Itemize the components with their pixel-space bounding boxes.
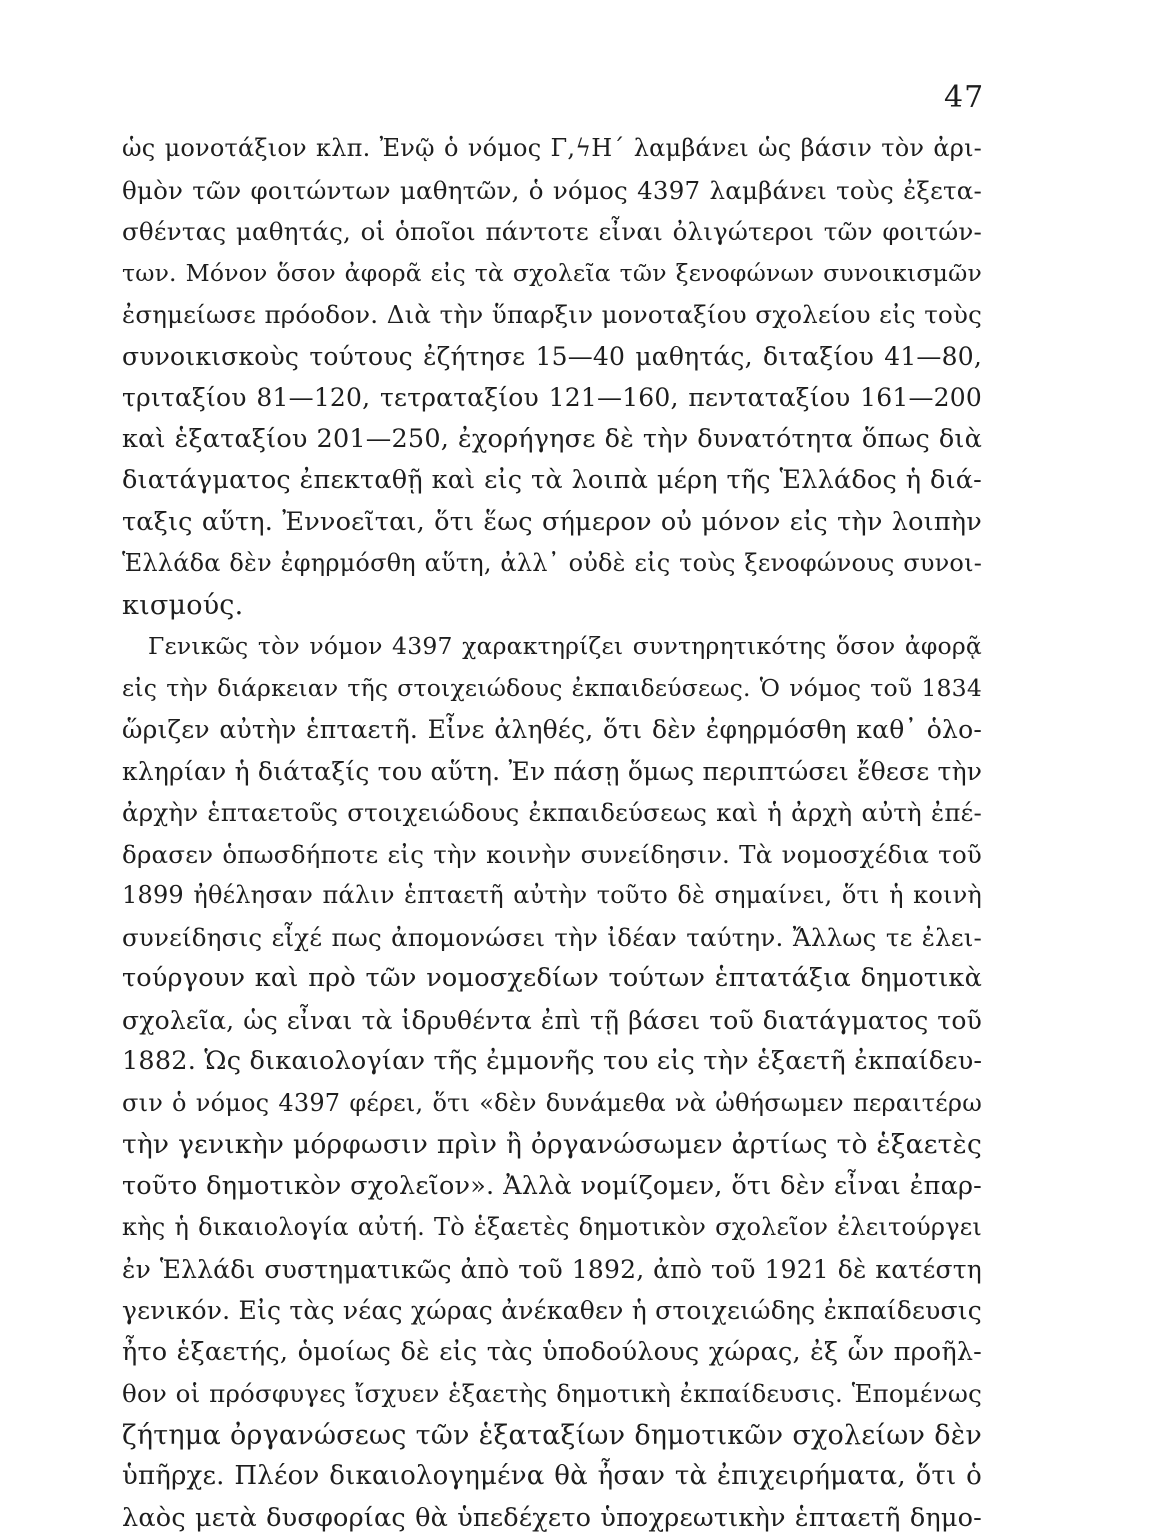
text-line: γενικόν. Εἰς τὰς νέας χώρας ἀνέκαθεν ἡ στοιχειώδης ἐκπαίδευσις xyxy=(122,1290,982,1332)
paragraph-2 xyxy=(122,626,982,1539)
text-line: κὴς ἡ δικαιολογία αὐτή. Τὸ ἑξαετὲς δημοτικὸν σχολεῖον ἐλειτούργει xyxy=(122,1207,982,1249)
text-line: καὶ ἑξαταξίου 201—250, ἐχορήγησε δὲ τὴν δυνατότητα ὅπως διὰ xyxy=(122,419,982,461)
text-line: θμὸν τῶν φοιτώντων μαθητῶν, ὁ νόμος 4397 λαμβάνει τοὺς ἐξετα- xyxy=(122,170,982,212)
text-line: διατάγματος ἐπεκταθῇ καὶ εἰς τὰ λοιπὰ μέρη τῆς Ἑλλάδος ἡ διά- xyxy=(122,460,982,502)
text-line: ζήτημα ὀργανώσεως τῶν ἑξαταξίων δημοτικῶν σχολείων δὲν xyxy=(122,1415,982,1457)
body-text xyxy=(122,128,982,1539)
text-line: ὑπῆρχε. Πλέον δικαιολογημένα θὰ ἦσαν τὰ ἐπιχειρήματα, ὅτι ὁ xyxy=(122,1456,982,1498)
text-line: συνείδησις εἶχέ πως ἀπομονώσει τὴν ἰδέαν ταύτην. Ἄλλως τε ἐλει- xyxy=(122,917,982,959)
text-line: κληρίαν ἡ διάταξίς του αὕτη. Ἐν πάσῃ ὅμως περιπτώσει ἔθεσε τὴν xyxy=(122,751,982,793)
text-line: θον οἱ πρόσφυγες ἴσχυεν ἑξαετὴς δημοτικὴ ἐκπαίδευσις. Ἑπομένως xyxy=(122,1373,982,1415)
text-line: ἦτο ἑξαετής, ὁμοίως δὲ εἰς τὰς ὑποδούλους χώρας, ἐξ ὧν προῆλ- xyxy=(122,1332,982,1374)
text-line: τὴν γενικὴν μόρφωσιν πρὶν ἢ ὀργανώσωμεν ἀρτίως τὸ ἑξαετὲς xyxy=(122,1124,982,1166)
text-line: 1899 ἠθέλησαν πάλιν ἑπταετῆ αὐτὴν τοῦτο δὲ σημαίνει, ὅτι ἡ κοινὴ xyxy=(122,875,982,917)
text-line: ταξις αὕτη. Ἐννοεῖται, ὅτι ἕως σήμερον οὐ μόνον εἰς τὴν λοιπὴν xyxy=(122,502,982,544)
text-line: ἀρχὴν ἑπταετοῦς στοιχειώδους ἐκπαιδεύσεως καὶ ἡ ἀρχὴ αὐτὴ ἐπέ- xyxy=(122,792,982,834)
paragraph-1 xyxy=(122,128,982,626)
text-line: των. Μόνον ὅσον ἀφορᾶ εἰς τὰ σχολεῖα τῶν ξενοφώνων συνοικισμῶν xyxy=(122,253,982,295)
text-line: εἰς τὴν διάρκειαν τῆς στοιχειώδους ἐκπαιδεύσεως. Ὁ νόμος τοῦ 1834 xyxy=(122,668,982,710)
text-line: κισμούς. xyxy=(122,585,982,627)
text-line: ὡς μονοτάξιον κλπ. Ἐνῷ ὁ νόμος Γ,ϟΗ´ λαμβάνει ὡς βάσιν τὸν ἀρι- xyxy=(122,128,982,170)
page-number: 47 xyxy=(944,80,984,115)
text-line: σιν ὁ νόμος 4397 φέρει, ὅτι «δὲν δυνάμεθα νὰ ὠθήσωμεν περαιτέρω xyxy=(122,1083,982,1125)
text-line: ἐσημείωσε πρόοδον. Διὰ τὴν ὕπαρξιν μονοταξίου σχολείου εἰς τοὺς xyxy=(122,294,982,336)
text-line: 1882. Ὡς δικαιολογίαν τῆς ἐμμονῆς του εἰς τὴν ἑξαετῆ ἐκπαίδευ- xyxy=(122,1041,982,1083)
text-line: σθέντας μαθητάς, οἱ ὁποῖοι πάντοτε εἶναι ὀλιγώτεροι τῶν φοιτών- xyxy=(122,211,982,253)
text-line: τοῦτο δημοτικὸν σχολεῖον». Ἀλλὰ νομίζομεν, ὅτι δὲν εἶναι ἐπαρ- xyxy=(122,1166,982,1208)
text-line: σχολεῖα, ὡς εἶναι τὰ ἱδρυθέντα ἐπὶ τῇ βάσει τοῦ διατάγματος τοῦ xyxy=(122,1000,982,1042)
text-line: λαὸς μετὰ δυσφορίας θὰ ὑπεδέχετο ὑποχρεωτικὴν ἑπταετῆ δημο- xyxy=(122,1498,982,1539)
text-line: συνοικισκοὺς τούτους ἐζήτησε 15—40 μαθητάς, διταξίου 41—80, xyxy=(122,336,982,378)
text-line: τριταξίου 81—120, τετραταξίου 121—160, πενταταξίου 161—200 xyxy=(122,377,982,419)
text-line: ἐν Ἑλλάδι συστηματικῶς ἀπὸ τοῦ 1892, ἀπὸ τοῦ 1921 δὲ κατέστη xyxy=(122,1249,982,1291)
text-line: ὥριζεν αὐτὴν ἑπταετῆ. Εἶνε ἀληθές, ὅτι δὲν ἐφηρμόσθη καθ᾿ ὁλο- xyxy=(122,709,982,751)
text-line: Γενικῶς τὸν νόμον 4397 χαρακτηρίζει συντηρητικότης ὅσον ἀφορᾷ xyxy=(122,626,982,668)
text-line: δρασεν ὁπωσδήποτε εἰς τὴν κοινὴν συνείδησιν. Τὰ νομοσχέδια τοῦ xyxy=(122,834,982,876)
text-line: τούργουν καὶ πρὸ τῶν νομοσχεδίων τούτων ἑπτατάξια δημοτικὰ xyxy=(122,958,982,1000)
text-line: Ἑλλάδα δὲν ἐφηρμόσθη αὕτη, ἀλλ᾿ οὐδὲ εἰς τοὺς ξενοφώνους συνοι- xyxy=(122,543,982,585)
